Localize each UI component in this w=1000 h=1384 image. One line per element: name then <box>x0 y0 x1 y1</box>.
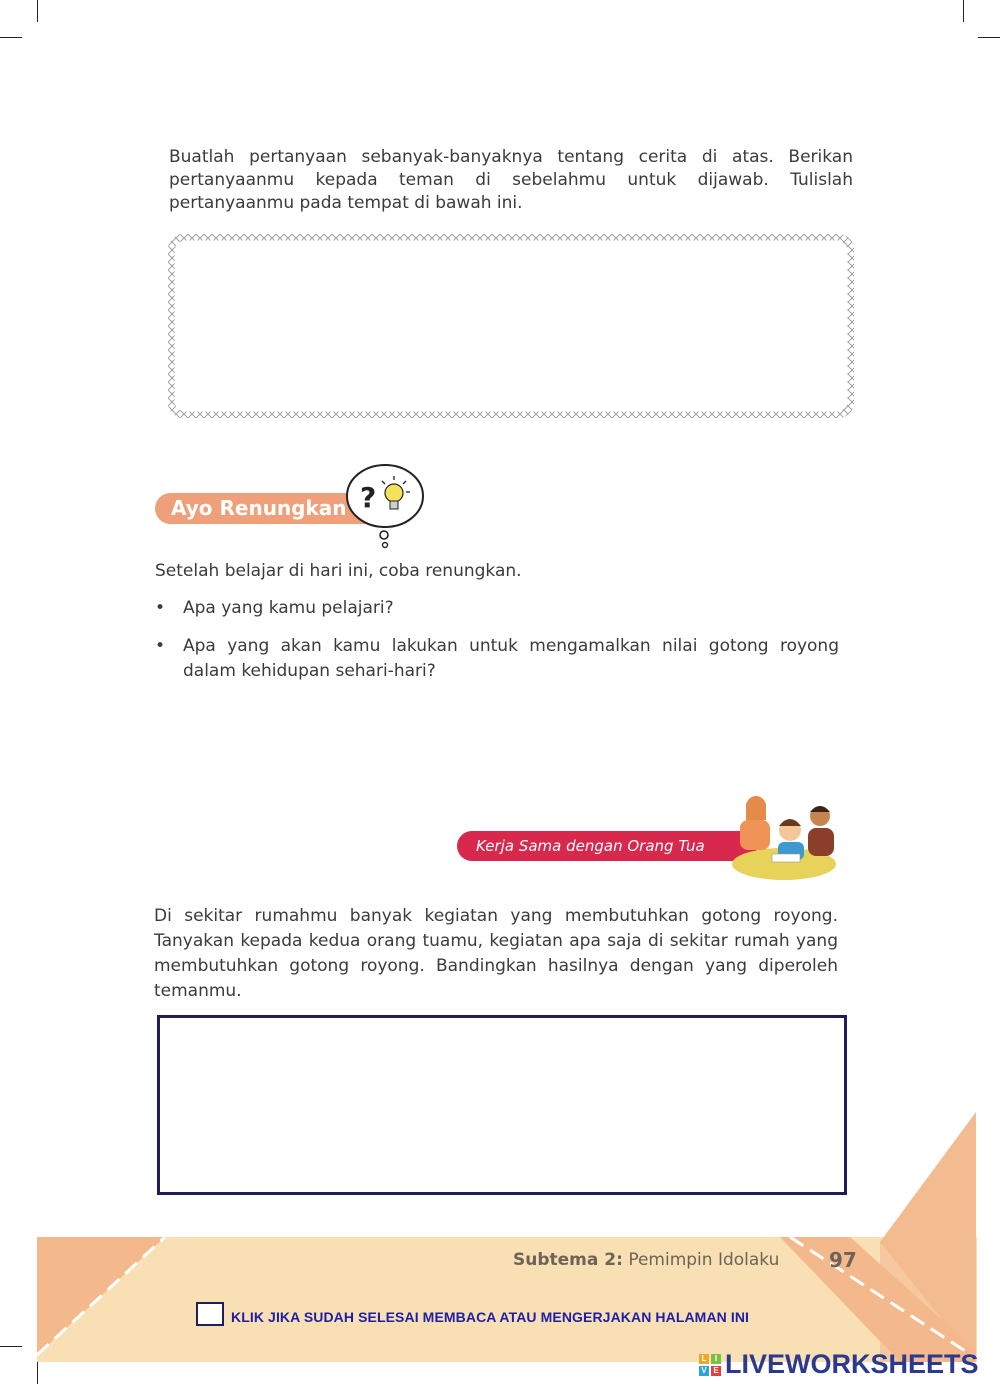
logo-letter: I <box>711 1354 721 1364</box>
liveworksheets-logo[interactable] <box>699 1349 979 1380</box>
parents-line: temanmu. <box>154 981 242 1001</box>
parents-title: Kerja Sama dengan Orang Tua <box>457 831 757 861</box>
reflection-title: Ayo Renungkan <box>155 493 370 524</box>
instruction-line: pertanyaanmu kepada teman di sebelahmu untuk dijawab. Tulislah <box>169 170 853 190</box>
thought-bubble-icon <box>344 462 428 552</box>
reflection-intro: Setelah belajar di hari ini, coba renungkan. <box>155 561 522 581</box>
bullet-text: Apa yang kamu pelajari? <box>183 598 394 618</box>
logo-letter: L <box>699 1354 709 1364</box>
logo-letter: V <box>699 1366 709 1376</box>
subtema-title: Pemimpin Idolaku <box>628 1250 780 1270</box>
parents-paragraph <box>154 904 838 1004</box>
family-illustration <box>728 790 840 882</box>
reflection-bullet <box>155 596 839 621</box>
bullet-dot: • <box>155 636 166 656</box>
done-checkbox-label[interactable]: KLIK JIKA SUDAH SELESAI MEMBACA ATAU MENGERJAKAN HALAMAN INI <box>231 1309 750 1325</box>
liveworksheets-logo-icon <box>699 1354 721 1376</box>
done-checkbox[interactable] <box>196 1302 224 1326</box>
parents-line: Tanyakan kepada kedua orang tuamu, kegiatan apa saja di sekitar rumah yang <box>154 931 838 951</box>
liveworksheets-wordmark: LIVEWORKSHEETS <box>725 1349 979 1379</box>
subtema-number: Subtema 2: <box>513 1250 623 1270</box>
crop-mark <box>978 37 1000 38</box>
footer-decoration <box>0 1100 1000 1384</box>
bullet-text: Apa yang akan kamu lakukan untuk mengamalkan nilai gotong royong dalam kehidupan sehari-hari? <box>183 636 839 681</box>
page-number: 97 <box>829 1248 857 1272</box>
crop-mark <box>37 0 38 22</box>
subtema-label <box>513 1250 779 1270</box>
reflection-bullet <box>155 634 839 684</box>
crop-mark <box>0 37 22 38</box>
parents-line: membutuhkan gotong royong. Bandingkan hasilnya dengan yang diperoleh <box>154 956 838 976</box>
bullet-dot: • <box>155 598 166 618</box>
parents-line: Di sekitar rumahmu banyak kegiatan yang membutuhkan gotong royong. <box>154 906 838 926</box>
instruction-paragraph <box>169 146 853 215</box>
instruction-line: Buatlah pertanyaan sebanyak-banyaknya tentang cerita di atas. Berikan <box>169 147 853 167</box>
svg-text:?: ? <box>360 481 377 514</box>
crop-mark <box>963 0 964 22</box>
instruction-line: pertanyaanmu pada tempat di bawah ini. <box>169 193 523 213</box>
question-answer-box[interactable] <box>168 234 854 418</box>
logo-letter: E <box>711 1366 721 1376</box>
